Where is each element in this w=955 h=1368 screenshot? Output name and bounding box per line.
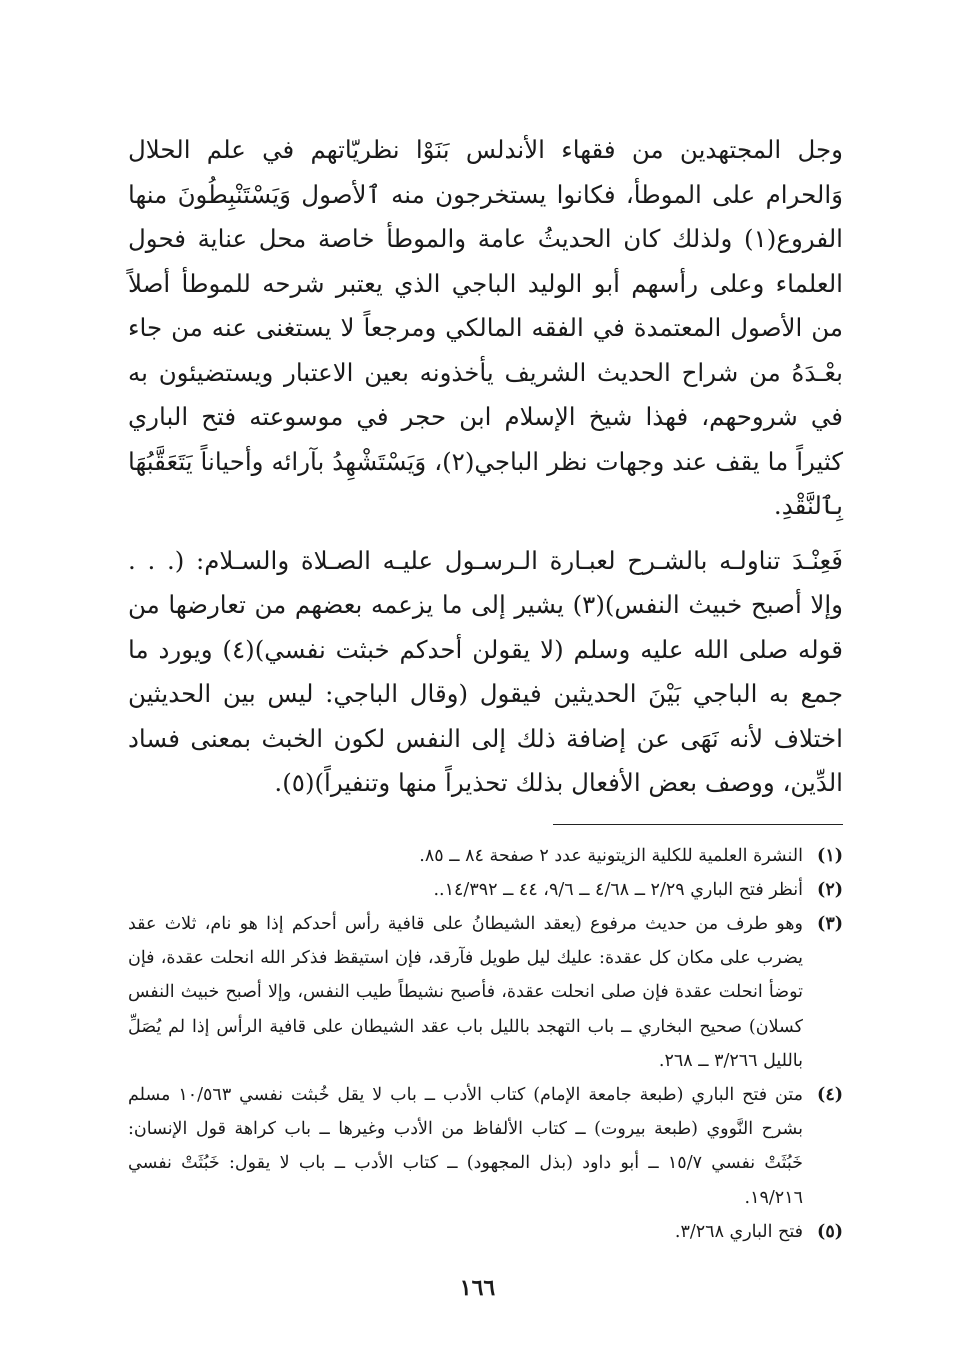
main-text — [128, 128, 843, 806]
footnote — [128, 1215, 843, 1249]
page-number: ١٦٦ — [459, 1275, 496, 1301]
footnote — [128, 1078, 843, 1215]
footnote-number: (٤) — [817, 1084, 843, 1105]
footnote-text: متن فتح الباري (طبعة جامعة الإمام) كتاب الأدب ــ باب لا يقل خُبثت نفسي ١٠/٥٦٣ مسلم بشرح النَّووي (طبعة بيروت) ــ كتاب الألفاظ من الأدب وغيرها ــ باب كراهة قول الإنسان: خَبُثَتْ نفسي ١٥/٧ ــ أبو داود (بذل المجهود) ــ كتاب الأدب ــ باب لا يقول: خَبُثَتْ نفسي ١٩/٢١٦. — [128, 1084, 803, 1208]
footnote-number: (٣) — [817, 913, 843, 934]
footnote-text: وهو طرف من حديث مرفوع (يعقد الشيطانُ على قافية رأس أحدكم إذا هو نام، ثلاث عقد يضرب على مكان كل عقدة: عليك ليل طويل فآرقد، فإن استيقظ فذكر الله انحلت عقدة، فإن توضأ انحلت عقدة فإن صلى انحلت عقدة، فأصبح نشيطاً طيب النفس، وإلا أصبح خبيث النفس كسلان) صحيح البخاري ــ باب التهجد بالليل باب عقد الشيطان على قافية الرأس إذا لم يُصَلِّ بالليل ٣/٢٦٦ ــ ٢٦٨. — [128, 913, 803, 1071]
footnotes — [128, 839, 843, 1249]
footnote — [128, 873, 843, 907]
footnote-number: (٢) — [817, 879, 843, 900]
footnote-number: (١) — [817, 845, 843, 866]
paragraph: فَعِنْـدَ تناولـه بالشـرح لعبـارة الـرسـول عليـه الصـلاة والسـلام: (. . . وإلا أصبح خبيث النفس)(٣) يشير إلى ما يزعمه بعضهم من تعارضها من قوله صلى الله عليه وسلم (لا يقولن أحدكم خبثت نفسي)(٤) ويورد ما جمع به الباجي بَيْنَ الحديثين فيقول (وقال الباجي: ليس بين الحديثين اختلاف لأنه نَهَى عن إضافة ذلك إلى النفس لكون الخبث بمعنى فساد الدِّين، ووصف بعض الأفعال بذلك تحذيراً منها وتنفيراً)(٥). — [128, 545, 844, 797]
document-page — [128, 128, 843, 1308]
footnote — [128, 907, 843, 1078]
paragraph: وجل المجتهدين من فقهاء الأندلس بَنَوْا نظريّاتهم في علم الحلال وَالحرام على الموطأ، فكانوا يستخرجون منه ٱلأصول وَيَسْتَنْبِطُونَ منها الفروع(١) ولذلك كان الحديثُ عامة والموطأ خاصة محل عناية فحول العلماء وعلى رأسهم أبو الوليد الباجي الذي يعتبر شرحه للموطأ أصلاً من الأصول المعتمدة في الفقه المالكي ومرجعاً لا يستغنى عنه من جاء بعْـدَهُ من شراح الحديث الشريف يأخذونه بعين الاعتبار ويستضيئون به في شروحهم، فهذا شيخ الإسلام ابن حجر في موسوعته فتح الباري كثيراً ما يقف عند وجهات نظر الباجي(٢)، وَيَسْتَشْهِدُ بآرائه وأحياناً يَتَعَقَّبُهَا بِٱلنَّقْدِ. — [128, 135, 844, 520]
footnote-number: (٥) — [817, 1221, 843, 1242]
footnote-divider — [553, 824, 843, 825]
footnote-text: فتح الباري ٣/٢٦٨. — [674, 1221, 803, 1242]
footnote — [128, 839, 843, 873]
footnote-text: أنظر فتح الباري ٢/٢٩ ــ ٤/٦٨ ــ ٩/٦، ٤٤ ــ ١٤/٣٩٢.. — [433, 879, 803, 900]
footnote-text: النشرة العلمية للكلية الزيتونية عدد ٢ صفحة ٨٤ ــ ٨٥. — [419, 845, 803, 866]
